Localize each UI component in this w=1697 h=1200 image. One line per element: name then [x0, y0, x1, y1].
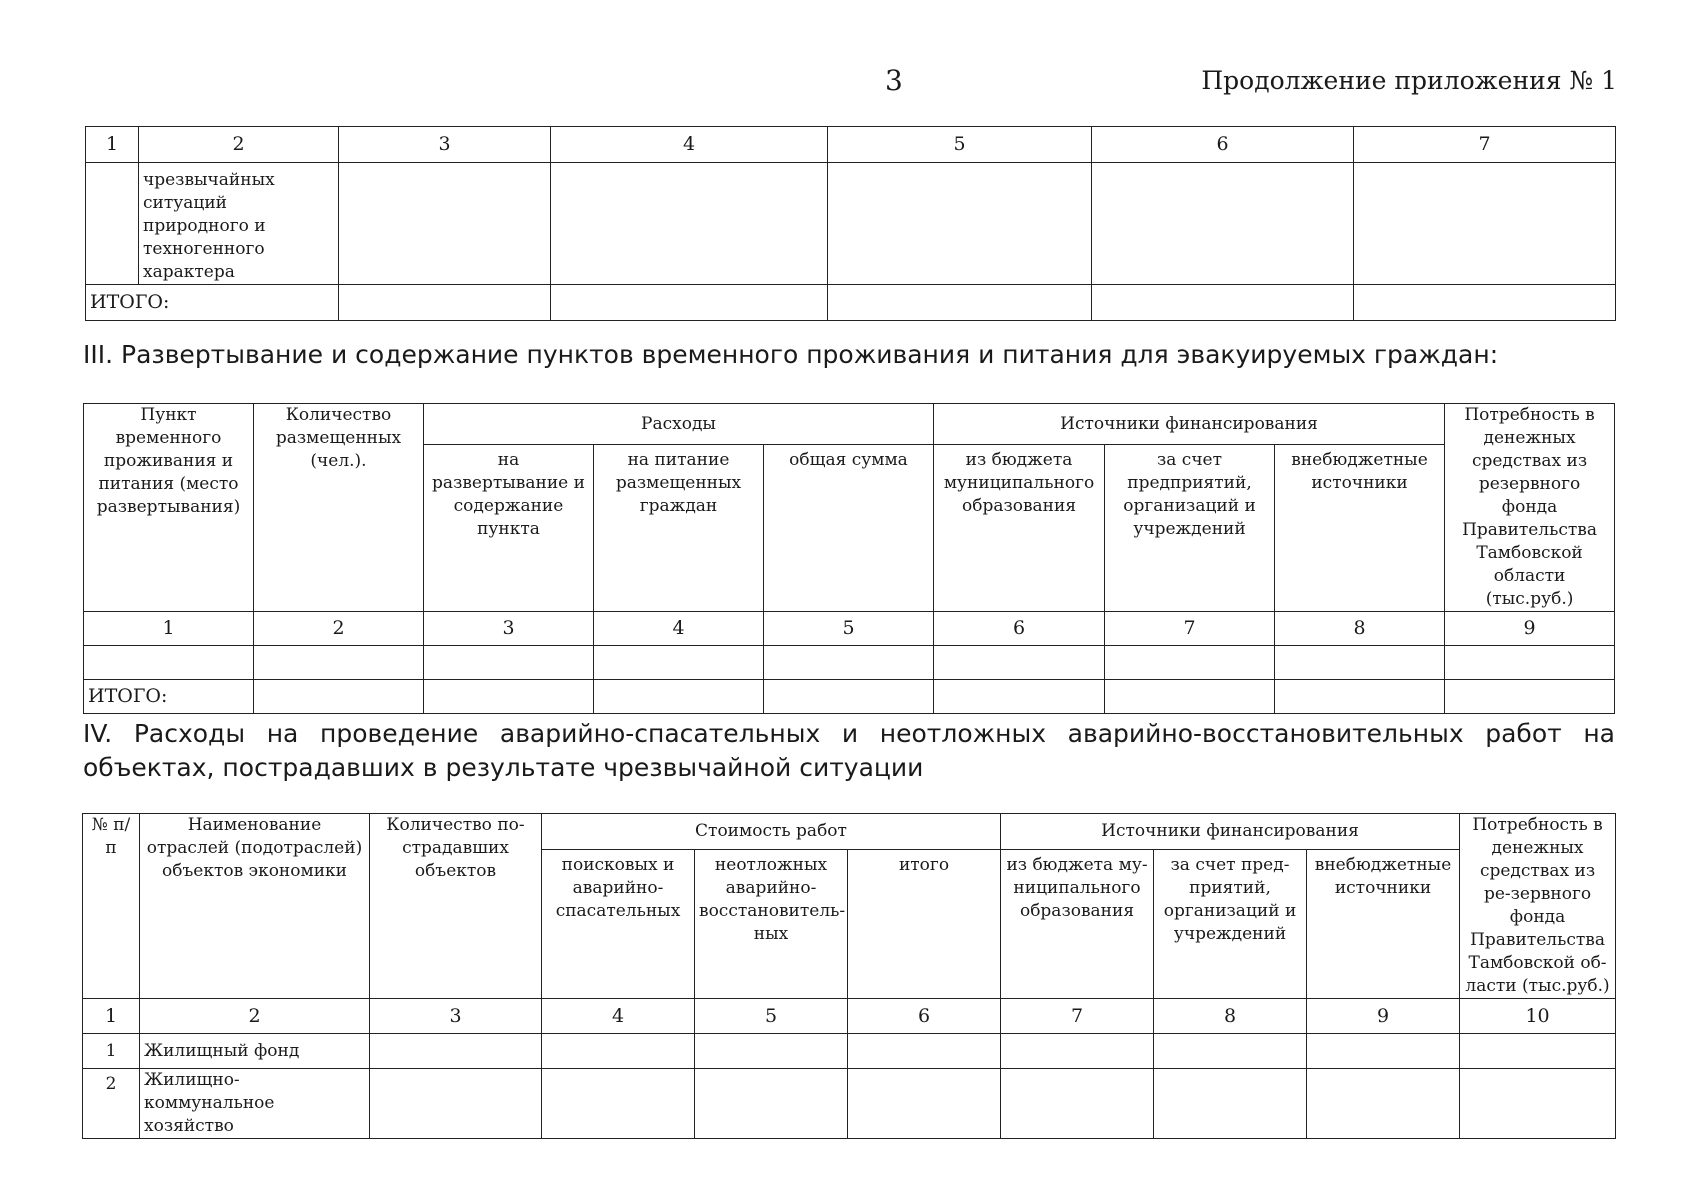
- continued-table: [85, 126, 1616, 321]
- section-4-table: [82, 813, 1616, 1139]
- total-row: [84, 680, 1615, 714]
- header-need: Потребность в денежных средствах из резервного фонда Правительства Тамбовской области (тыс.руб.): [1445, 404, 1615, 612]
- table-cell: [594, 680, 764, 714]
- header-row: [83, 814, 1616, 850]
- column-number: 7: [1105, 612, 1275, 646]
- total-row: [86, 285, 1616, 321]
- table-cell: [542, 1069, 695, 1139]
- table-cell: [1275, 646, 1445, 680]
- header-source-budget: из бюджета муниципального образования: [934, 445, 1105, 612]
- header-row: [84, 404, 1615, 445]
- column-number: 5: [695, 999, 848, 1034]
- table-cell: [1445, 646, 1615, 680]
- table-cell: [370, 1069, 542, 1139]
- table-cell: [1460, 1034, 1616, 1069]
- table-cell: [764, 680, 934, 714]
- table-row: [86, 163, 1616, 285]
- table-cell: [1154, 1069, 1307, 1139]
- column-number: 10: [1460, 999, 1616, 1034]
- header-source-enterprises: за счет пред-приятий, организаций и учреждений: [1154, 850, 1307, 999]
- header-source-offbudget: внебюджетные источники: [1275, 445, 1445, 612]
- column-number: 4: [551, 127, 828, 163]
- header-source-enterprises: за счет предприятий, организаций и учреждений: [1105, 445, 1275, 612]
- column-number-row: [84, 612, 1615, 646]
- header-expenses: Расходы: [424, 404, 934, 445]
- table-cell: [934, 680, 1105, 714]
- row-name: Жилищный фонд: [140, 1034, 370, 1069]
- table-cell: [542, 1034, 695, 1069]
- row-name: Жилищно-коммунальное хозяйство: [140, 1069, 370, 1139]
- column-number: 5: [828, 127, 1092, 163]
- table-cell: [254, 646, 424, 680]
- table-cell: [695, 1034, 848, 1069]
- table-cell: [424, 646, 594, 680]
- total-label: ИТОГО:: [86, 285, 339, 321]
- column-number: 8: [1275, 612, 1445, 646]
- header-source-budget: из бюджета му-ниципального образования: [1001, 850, 1154, 999]
- column-number: 6: [1092, 127, 1354, 163]
- header-cost-urgent: неотложных аварийно-восстановитель-ных: [695, 850, 848, 999]
- table-cell: [370, 1034, 542, 1069]
- header-cost: Стоимость работ: [542, 814, 1001, 850]
- header-expenses-deploy: на развертывание и содержание пункта: [424, 445, 594, 612]
- column-number: 2: [139, 127, 339, 163]
- header-count: Количество по-страдавших объектов: [370, 814, 542, 999]
- table-cell: [1275, 680, 1445, 714]
- table-cell: [84, 646, 254, 680]
- table-row: [84, 646, 1615, 680]
- header-point: Пункт временного проживания и питания (место развертывания): [84, 404, 254, 612]
- total-label: ИТОГО:: [84, 680, 254, 714]
- column-number-row: [86, 127, 1616, 163]
- column-number: 9: [1307, 999, 1460, 1034]
- table-cell: [1354, 163, 1616, 285]
- table-cell: [1092, 163, 1354, 285]
- column-number-row: [83, 999, 1616, 1034]
- table-cell: [764, 646, 934, 680]
- table-cell: [254, 680, 424, 714]
- header-expenses-food: на питание размещенных граждан: [594, 445, 764, 612]
- table-cell: [695, 1069, 848, 1139]
- appendix-continuation-label: Продолжение приложения № 1: [1201, 66, 1617, 95]
- column-number: 1: [86, 127, 139, 163]
- page-number: 3: [885, 64, 903, 97]
- column-number: 3: [424, 612, 594, 646]
- column-number: 4: [594, 612, 764, 646]
- column-number: 8: [1154, 999, 1307, 1034]
- column-number: 6: [848, 999, 1001, 1034]
- table-cell: [1460, 1069, 1616, 1139]
- column-number: 1: [84, 612, 254, 646]
- column-number: 7: [1001, 999, 1154, 1034]
- table-cell: [828, 163, 1092, 285]
- column-number: 7: [1354, 127, 1616, 163]
- table-cell: [1354, 285, 1616, 321]
- column-number: 1: [83, 999, 140, 1034]
- header-number: № п/п: [83, 814, 140, 999]
- section-3-table: [83, 403, 1615, 714]
- header-expenses-total: общая сумма: [764, 445, 934, 612]
- table-cell: [1001, 1034, 1154, 1069]
- column-number: 5: [764, 612, 934, 646]
- header-count: Количество размещенных (чел.).: [254, 404, 424, 612]
- header-cost-search: поисковых и аварийно-спасательных: [542, 850, 695, 999]
- table-cell: [551, 163, 828, 285]
- row-number: 2: [83, 1069, 140, 1139]
- table-cell: [424, 680, 594, 714]
- table-row: [83, 1034, 1616, 1069]
- column-number: 2: [254, 612, 424, 646]
- column-number: 6: [934, 612, 1105, 646]
- header-name: Наименование отраслей (подотраслей) объектов экономики: [140, 814, 370, 999]
- header-need: Потребность в денежных средствах из ре-зервного фонда Правительства Тамбовской об-ласти (тыс.руб.): [1460, 814, 1616, 999]
- table-cell: [551, 285, 828, 321]
- table-cell: [1307, 1069, 1460, 1139]
- column-number: 4: [542, 999, 695, 1034]
- table-cell: [1105, 646, 1275, 680]
- section-4-title: IV. Расходы на проведение аварийно-спасательных и неотложных аварийно-восстановительных работ на объектах, пострадавших в результате чрезвычайной ситуации: [83, 719, 1615, 782]
- table-cell: [1307, 1034, 1460, 1069]
- table-cell: [1092, 285, 1354, 321]
- table-cell: [934, 646, 1105, 680]
- table-cell: [86, 163, 139, 285]
- section-3-title: III. Развертывание и содержание пунктов временного проживания и питания для эвакуируемых граждан:: [83, 340, 1499, 369]
- column-number: 3: [370, 999, 542, 1034]
- table-cell: [594, 646, 764, 680]
- column-number: 3: [339, 127, 551, 163]
- table-row: [83, 1069, 1616, 1139]
- header-sources: Источники финансирования: [934, 404, 1445, 445]
- header-sources: Источники финансирования: [1001, 814, 1460, 850]
- row-number: 1: [83, 1034, 140, 1069]
- row-label: чрезвычайных ситуаций природного и техногенного характера: [139, 163, 339, 285]
- header-cost-total: итого: [848, 850, 1001, 999]
- header-source-offbudget: внебюджетные источники: [1307, 850, 1460, 999]
- table-cell: [339, 285, 551, 321]
- table-cell: [848, 1034, 1001, 1069]
- column-number: 9: [1445, 612, 1615, 646]
- table-cell: [1445, 680, 1615, 714]
- table-cell: [1154, 1034, 1307, 1069]
- table-cell: [339, 163, 551, 285]
- table-cell: [1105, 680, 1275, 714]
- column-number: 2: [140, 999, 370, 1034]
- table-cell: [828, 285, 1092, 321]
- table-cell: [1001, 1069, 1154, 1139]
- table-cell: [848, 1069, 1001, 1139]
